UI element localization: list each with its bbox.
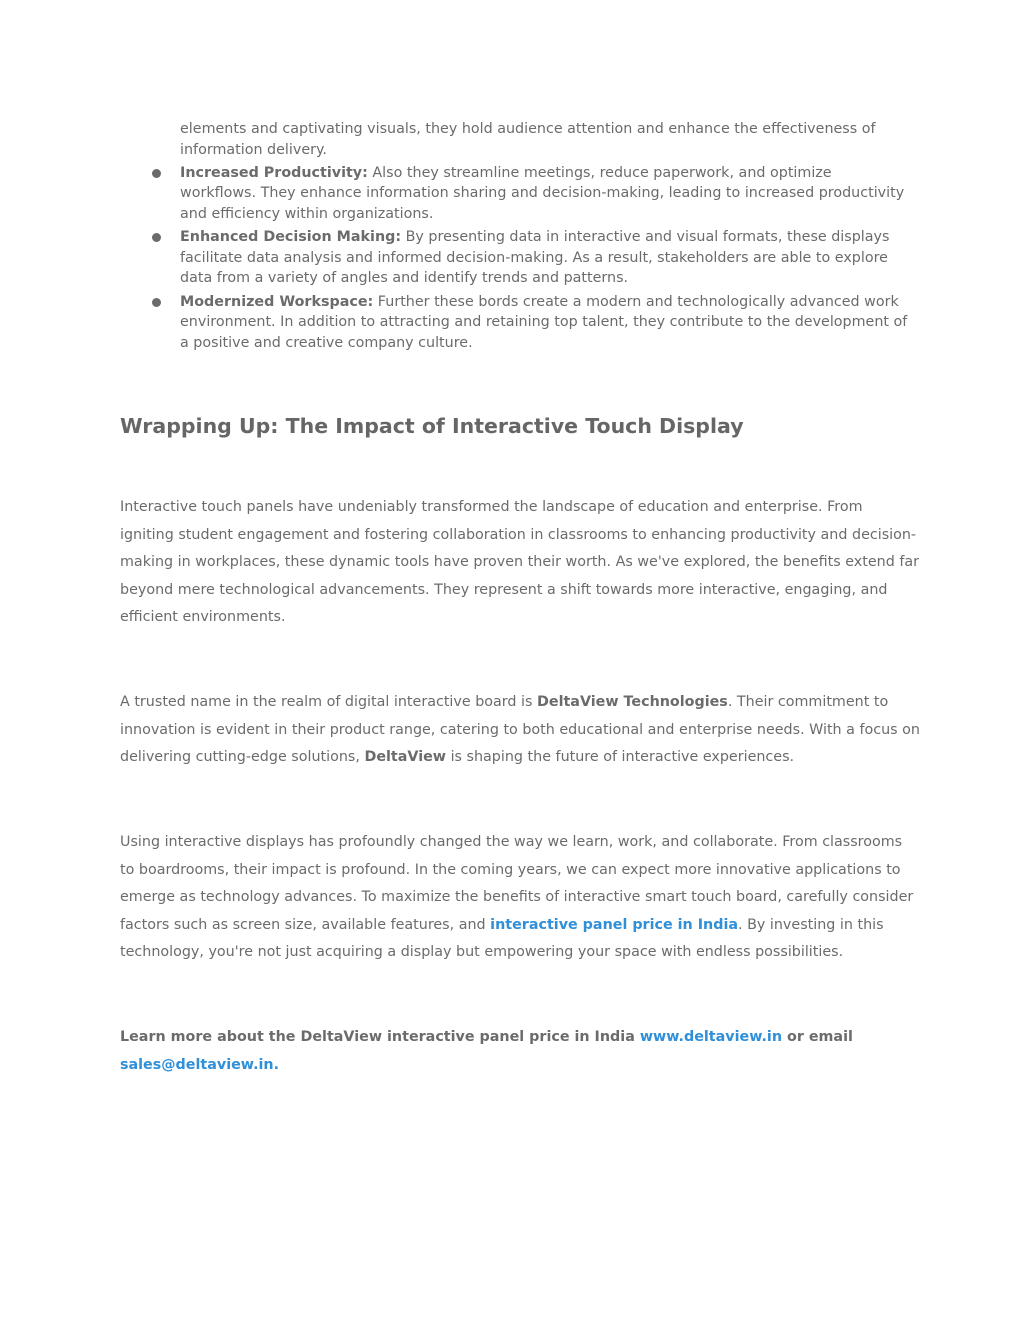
paragraph-deltaview xyxy=(120,689,920,772)
bullet-title: Enhanced Decision Making: xyxy=(180,229,402,246)
price-link[interactable]: interactive panel price in India xyxy=(490,916,738,933)
paragraph-conclusion xyxy=(120,829,920,967)
paragraph-text: A trusted name in the realm of digital interactive board is xyxy=(120,694,537,710)
paragraph-text: is shaping the future of interactive experiences. xyxy=(446,749,795,766)
contact-text: Learn more about the DeltaView interactive panel price in India xyxy=(120,1029,640,1045)
bullet-dot-icon xyxy=(152,233,161,242)
website-link[interactable]: www.deltaview.in xyxy=(639,1029,783,1045)
bullet-dot-icon xyxy=(152,169,161,178)
paragraph-contact xyxy=(120,1024,920,1079)
bullet-modernized-workspace xyxy=(180,292,910,354)
bullet-increased-productivity xyxy=(180,163,910,225)
paragraph-transformation: Interactive touch panels have undeniably transformed the landscape of education and enterprise. From igniting student engagement and fostering collaboration in classrooms to enhancing productivity and decision-making in workplaces, these dynamic tools have proven their worth. As we've explored, the benefits extend far beyond mere technological advancements. They represent a shift towards more interactive, engaging, and efficient environments. xyxy=(120,499,919,626)
company-name: DeltaView Technologies xyxy=(537,694,728,710)
paragraph-text: Using interactive displays has profoundly changed the way we learn, work, and collaborate. From classrooms to boardrooms, their impact is profound. In the coming years, we can expect more innovative applications to emerge as technology advances. To maximize the benefits of interactive smart touch board, carefully consider factors such as screen size, available features, and xyxy=(120,834,914,933)
bullet-title: Modernized Workspace: xyxy=(180,293,374,310)
email-link[interactable]: sales@deltaview.in. xyxy=(120,1056,280,1073)
brand-name: DeltaView xyxy=(364,749,447,766)
bullet-enhanced-decision-making xyxy=(180,227,910,289)
bullet-text: Further these bords create a modern and technologically advanced work environment. In addition to attracting and retaining top talent, they contribute to the development of a positive and creative company culture. xyxy=(180,293,908,351)
bullet-list xyxy=(180,119,910,356)
bullet-title: Increased Productivity: xyxy=(180,164,368,181)
bullet-continuation: elements and captivating visuals, they hold audience attention and enhance the effectiveness of information delivery. xyxy=(180,121,876,158)
paragraph-text: . By investing in this technology, you're not just acquiring a display but empowering your space with endless possibilities. xyxy=(120,916,884,961)
paragraph-text: . Their commitment to innovation is evident in their product range, catering to both educational and enterprise needs. With a focus on delivering cutting-edge solutions, xyxy=(120,694,920,766)
section-heading: Wrapping Up: The Impact of Interactive Touch Display xyxy=(120,414,744,438)
bullet-text: By presenting data in interactive and visual formats, these displays facilitate data analysis and informed decision-making. As a result, stakeholders are able to explore data from a variety of angles and identify trends and patterns. xyxy=(180,229,890,287)
bullet-text: Also they streamline meetings, reduce paperwork, and optimize workflows. They enhance information sharing and decision-making, leading to increased productivity and efficiency within organizations. xyxy=(180,164,905,222)
contact-text: or email xyxy=(782,1029,853,1045)
bullet-dot-icon xyxy=(152,298,161,307)
